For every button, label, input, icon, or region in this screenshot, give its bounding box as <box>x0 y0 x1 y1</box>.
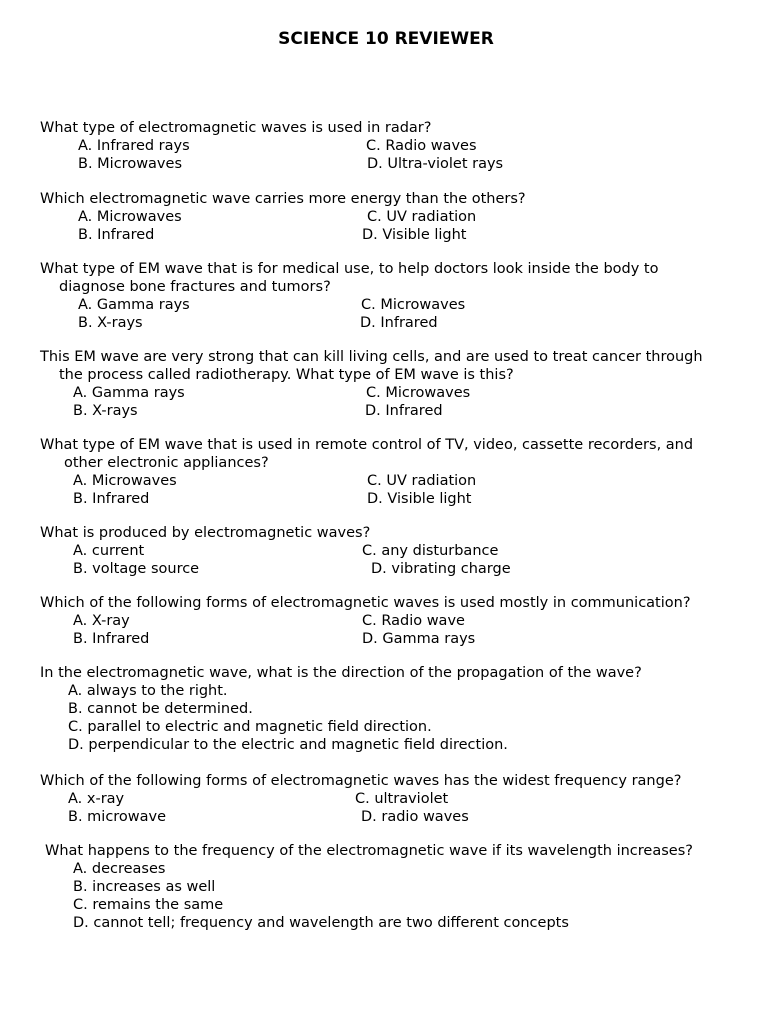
question-10-text: What happens to the frequency of the electromagnetic wave if its wavelength increases? <box>45 843 693 859</box>
question-7-choice-d: D. Gamma rays <box>362 631 476 647</box>
question-3-text-line-2: diagnose bone fractures and tumors? <box>59 279 331 295</box>
question-10-choice-a: A. decreases <box>73 861 166 877</box>
question-8-choice-a: A. always to the right. <box>68 683 228 699</box>
question-3-choice-c: C. Microwaves <box>361 297 466 313</box>
question-6-choice-b: B. voltage source <box>73 561 200 577</box>
question-2-text: Which electromagnetic wave carries more energy than the others? <box>40 191 526 207</box>
question-1-choice-a: A. Infrared rays <box>78 138 190 154</box>
question-9-choice-b: B. microwave <box>68 809 167 825</box>
question-9-text: Which of the following forms of electromagnetic waves has the widest frequency range? <box>40 773 682 789</box>
question-9-choice-d: D. radio waves <box>361 809 469 825</box>
question-4-text-line-1: This EM wave are very strong that can kill living cells, and are used to treat cancer through <box>40 349 703 365</box>
question-5-choice-c: C. UV radiation <box>367 473 477 489</box>
question-4-choice-d: D. Infrared <box>365 403 443 419</box>
question-3-choice-d: D. Infrared <box>360 315 438 331</box>
question-3-choice-a: A. Gamma rays <box>78 297 190 313</box>
question-9-choice-c: C. ultraviolet <box>355 791 449 807</box>
question-3-choice-b: B. X-rays <box>78 315 143 331</box>
question-8-text: In the electromagnetic wave, what is the direction of the propagation of the wave? <box>40 665 642 681</box>
question-4-choice-b: B. X-rays <box>73 403 138 419</box>
question-2-choice-a: A. Microwaves <box>78 209 182 225</box>
question-1-choice-c: C. Radio waves <box>366 138 477 154</box>
question-2-choice-c: C. UV radiation <box>367 209 477 225</box>
question-10-choice-b: B. increases as well <box>73 879 216 895</box>
question-5-choice-a: A. Microwaves <box>73 473 177 489</box>
question-6-text: What is produced by electromagnetic waves? <box>40 525 371 541</box>
question-9-choice-a: A. x-ray <box>68 791 125 807</box>
question-4-choice-c: C. Microwaves <box>366 385 471 401</box>
question-5-text-line-2: other electronic appliances? <box>64 455 269 471</box>
question-8-choice-c: C. parallel to electric and magnetic field direction. <box>68 719 432 735</box>
question-5-choice-b: B. Infrared <box>73 491 150 507</box>
question-6-choice-d: D. vibrating charge <box>371 561 511 577</box>
question-10-choice-c: C. remains the same <box>73 897 224 913</box>
question-6-choice-a: A. current <box>73 543 145 559</box>
question-7-text: Which of the following forms of electromagnetic waves is used mostly in communication? <box>40 595 691 611</box>
question-7-choice-a: A. X-ray <box>73 613 130 629</box>
page-title: SCIENCE 10 REVIEWER <box>278 29 494 49</box>
question-7-choice-c: C. Radio wave <box>362 613 465 629</box>
question-4-text-line-2: the process called radiotherapy. What type of EM wave is this? <box>59 367 514 383</box>
question-7-choice-b: B. Infrared <box>73 631 150 647</box>
question-2-choice-d: D. Visible light <box>362 227 467 243</box>
question-2-choice-b: B. Infrared <box>78 227 155 243</box>
question-8-choice-b: B. cannot be determined. <box>68 701 253 717</box>
question-3-text-line-1: What type of EM wave that is for medical use, to help doctors look inside the body to <box>40 261 659 277</box>
question-1-choice-b: B. Microwaves <box>78 156 182 172</box>
question-1-choice-d: D. Ultra-violet rays <box>367 156 504 172</box>
question-8-choice-d: D. perpendicular to the electric and magnetic field direction. <box>68 737 508 753</box>
question-1-text: What type of electromagnetic waves is used in radar? <box>40 120 432 136</box>
question-10-choice-d: D. cannot tell; frequency and wavelength are two different concepts <box>73 915 569 931</box>
question-4-choice-a: A. Gamma rays <box>73 385 185 401</box>
question-6-choice-c: C. any disturbance <box>362 543 499 559</box>
question-5-choice-d: D. Visible light <box>367 491 472 507</box>
question-5-text-line-1: What type of EM wave that is used in remote control of TV, video, cassette recorders, and <box>40 437 694 453</box>
